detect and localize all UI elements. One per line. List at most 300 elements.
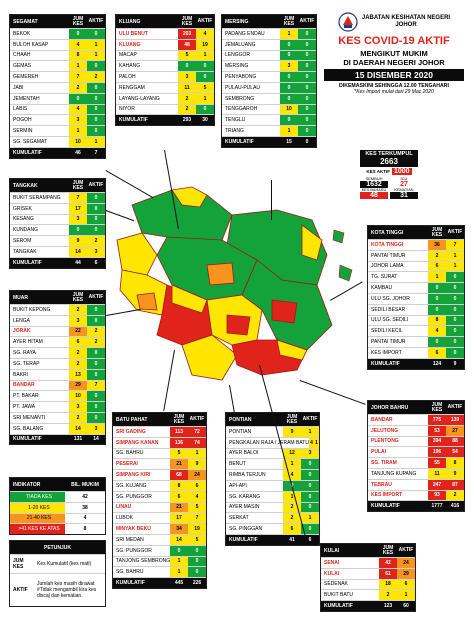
jum-kes-cell: 61: [379, 569, 397, 579]
table-row: [10, 336, 105, 347]
panel-kulai: [320, 543, 416, 612]
table-row: [10, 136, 105, 147]
jum-kes-cell: 93: [428, 491, 446, 501]
table-row: [222, 104, 316, 115]
total-aktif: 14: [87, 435, 105, 445]
jum-kes-cell: 9: [283, 427, 301, 437]
jum-kes-cell: 6: [428, 262, 446, 272]
mukim-name: MINYAK BEKU: [116, 526, 151, 533]
mukim-name: LAYANG-LAYANG: [119, 95, 160, 102]
table-row: [116, 82, 214, 93]
jum-kes-cell: 11: [428, 469, 446, 479]
mukim-name: SG. TERAP: [13, 360, 40, 367]
mukim-name: SG. BAHRU: [116, 569, 144, 576]
aktif-cell: 5: [196, 83, 214, 93]
table-row: [222, 82, 316, 93]
mukim-name: JABI: [13, 84, 24, 91]
total-aktif: 60: [397, 601, 415, 611]
jum-kes-cell: 775: [428, 415, 446, 425]
total-row: [368, 358, 464, 369]
aktif-cell: 2: [87, 236, 105, 246]
petunjuk-title: PETUNJUK: [44, 544, 71, 551]
mukim-name: JOHOR LAMA: [371, 263, 404, 270]
legend-title: INDIKATOR: [13, 481, 41, 488]
aktif-cell: 0: [87, 391, 105, 401]
jum-kes-cell: 42: [379, 558, 397, 568]
mukim-name: JEMENTAH: [13, 95, 40, 102]
district-name: PONTIAN: [229, 416, 252, 423]
aktif-cell: 0: [446, 326, 464, 336]
new-cases-label: KES BAHARU: [361, 188, 387, 192]
col-jum-kes: JUM KES: [286, 413, 298, 425]
jum-kes-cell: 0: [170, 546, 188, 556]
mukim-name: SRI GADING: [116, 428, 146, 435]
aktif-cell: 29: [397, 569, 415, 579]
total-aktif: 6: [301, 535, 319, 545]
jum-kes-cell: 14: [69, 424, 87, 434]
district-name: KULAI: [324, 547, 340, 554]
total-row: [10, 257, 105, 268]
jum-kes-cell: 394: [428, 437, 446, 447]
legend-row: [10, 502, 105, 513]
table-row: [226, 502, 319, 513]
mukim-name: KAMBAU: [371, 285, 393, 292]
map-region-kulai-town: [227, 315, 250, 335]
jum-kes-cell: 8: [428, 316, 446, 326]
aktif-cell: 0: [87, 105, 105, 115]
mukim-name: NIYOR: [119, 106, 135, 113]
table-row: [368, 250, 464, 261]
aktif-cell: 3: [301, 449, 319, 459]
mukim-name: AYER HITAM: [13, 339, 43, 346]
mukim-name: MACAP: [119, 52, 137, 59]
aktif-cell: 0: [301, 492, 319, 502]
total-row: [321, 600, 415, 611]
table-row: [368, 336, 464, 347]
jum-kes-cell: 8: [69, 51, 87, 61]
total-label: KUMULATIF: [119, 117, 148, 124]
mukim-name: KOTA TINGGI: [371, 241, 404, 248]
aktif-cell: 24: [397, 558, 415, 568]
mukim-name: SEROM: [13, 238, 32, 245]
updated-label: DIKEMASKINI SEHINGGA 12.00 TENGAHARI: [339, 83, 449, 89]
mukim-name: TANJONG SEMBRONG: [116, 558, 171, 565]
mukim-name: SG. PUNGGOR: [116, 547, 152, 554]
col-aktif: AKTIF: [189, 416, 205, 422]
mukim-name: BANDAR: [13, 382, 35, 389]
table-row: [113, 426, 206, 437]
table-row: [10, 93, 105, 104]
aktif-cell: 19: [188, 524, 206, 534]
district-name: MERSING: [225, 18, 249, 25]
table-row: [368, 325, 464, 336]
mukim-name: KES IMPORT: [371, 349, 402, 356]
aktif-cell: 0: [87, 204, 105, 214]
aktif-cell: 2: [87, 72, 105, 82]
table-row: [113, 491, 206, 502]
jum-kes-cell: 6: [69, 337, 87, 347]
aktif-cell: 0: [446, 283, 464, 293]
aktif-cell: 0: [446, 272, 464, 282]
jum-kes-cell: 2: [283, 513, 301, 523]
district-name: BATU PAHAT: [116, 416, 148, 423]
aktif-cell: 0: [87, 370, 105, 380]
district-name: KLUANG: [119, 18, 141, 25]
table-row: [368, 261, 464, 272]
mukim-name: PANTAI TIMUR: [371, 339, 406, 346]
jum-kes-cell: 4: [69, 40, 87, 50]
legend-col: BIL. MUKIM: [71, 481, 99, 488]
panel-header: [321, 544, 415, 557]
district-name: SEGAMAT: [13, 18, 38, 25]
aktif-cell: 0: [298, 83, 316, 93]
mukim-name: GEMEREH: [13, 74, 39, 81]
jum-kes-cell: 0: [280, 40, 298, 50]
leader-mersing: [271, 180, 272, 220]
cumulative-value: 2663: [360, 157, 418, 167]
mukim-name: JEMALUANG: [225, 41, 256, 48]
jum-kes-cell: 2: [379, 590, 397, 600]
total-row: [10, 147, 105, 158]
table-row: [10, 50, 105, 61]
map-region-kota-tinggi-town: [272, 300, 297, 323]
jum-kes-cell: 1: [69, 61, 87, 71]
aktif-cell: 1: [446, 251, 464, 261]
district-name: MUAR: [13, 294, 28, 301]
petunjuk-key: JUM KES: [13, 558, 24, 570]
col-jum-kes: JUM KES: [72, 179, 84, 191]
petunjuk-desc: Kes Kumulatif (kes mati): [37, 561, 92, 567]
col-aktif: AKTIF: [398, 547, 414, 553]
aktif-cell: 0: [87, 61, 105, 71]
total-aktif: 226: [188, 578, 206, 588]
aktif-cell: 1: [301, 427, 319, 437]
aktif-cell: 0: [87, 305, 105, 315]
mukim-name: SG. BAHRU: [116, 450, 144, 457]
table-row: [368, 239, 464, 250]
col-aktif: AKTIF: [447, 229, 463, 235]
aktif-cell: 87: [446, 480, 464, 490]
mukim-name: SRI MENANTI: [13, 414, 46, 421]
col-aktif: AKTIF: [447, 404, 463, 410]
mukim-name: SENAI: [324, 559, 340, 566]
table-row: [368, 436, 464, 447]
aktif-cell: 0: [87, 225, 105, 235]
aktif-cell: 0: [446, 305, 464, 315]
table-row: [10, 326, 105, 337]
aktif-cell: 0: [87, 126, 105, 136]
mukim-name: KES IMPORT: [371, 492, 403, 499]
mukim-name: SIMPANG KANAN: [116, 439, 159, 446]
mukim-name: SEMBRONG: [225, 95, 255, 102]
aktif-cell: 0: [298, 29, 316, 39]
petunjuk-row: [10, 554, 105, 573]
mukim-name: BUKIT KEPONG: [13, 306, 51, 313]
jum-kes-cell: 2: [69, 359, 87, 369]
table-row: [10, 71, 105, 82]
table-row: [10, 358, 105, 369]
mukim-name: PT. JAWA: [13, 404, 36, 411]
aktif-cell: 7: [446, 240, 464, 250]
mukim-name: POGOH: [13, 117, 32, 124]
panel-header: [10, 291, 105, 304]
aktif-cell: 0: [298, 126, 316, 136]
aktif-cell: 19: [196, 40, 214, 50]
aktif-cell: 0: [298, 61, 316, 71]
jum-kes-cell: 2: [69, 348, 87, 358]
aktif-cell: 0: [87, 359, 105, 369]
table-row: [226, 469, 319, 480]
mukim-name: SG. RAYA: [13, 350, 36, 357]
summary-box: [360, 150, 418, 202]
aktif-cell: 2: [446, 491, 464, 501]
col-aktif: AKTIF: [299, 18, 315, 24]
jum-kes-cell: 3: [69, 115, 87, 125]
jum-kes-cell: 0: [280, 51, 298, 61]
map-island-2: [339, 265, 352, 281]
jum-kes-cell: 0: [280, 72, 298, 82]
table-row: [116, 71, 214, 82]
legend-row: [10, 491, 105, 502]
legend-row: [10, 523, 105, 534]
aktif-cell: 0: [298, 115, 316, 125]
aktif-cell: 0: [301, 481, 319, 491]
panel-kluang: [115, 14, 215, 126]
aktif-cell: 0: [196, 72, 214, 82]
mukim-name: PLENTONG: [371, 438, 399, 445]
table-row: [222, 60, 316, 71]
map-region-kluang-town: [207, 263, 234, 285]
total-row: [113, 577, 206, 588]
jum-kes-cell: 3: [69, 402, 87, 412]
mukim-name: PANTAI TIMUR: [371, 252, 406, 259]
table-row: [116, 93, 214, 104]
aktif-cell: 9: [188, 459, 206, 469]
aktif-cell: 5: [188, 503, 206, 513]
mukim-name: SEDILI BESAR: [371, 306, 406, 313]
table-row: [10, 369, 105, 380]
aktif-cell: 74: [188, 438, 206, 448]
main-title: KES COVID-19 AKTIF: [338, 35, 450, 47]
col-jum-kes: JUM KES: [431, 226, 443, 238]
jum-kes-cell: 8: [170, 481, 188, 491]
table-row: [368, 271, 464, 282]
panel-header: [116, 15, 214, 28]
total-label: KUMULATIF: [324, 603, 353, 610]
aktif-cell: 0: [301, 503, 319, 513]
aktif-cell: 88: [446, 437, 464, 447]
table-row: [113, 556, 206, 567]
table-row: [113, 523, 206, 534]
table-row: [368, 414, 464, 425]
jum-kes-cell: 247: [428, 480, 446, 490]
aktif-cell: 27: [446, 426, 464, 436]
table-row: [10, 192, 105, 203]
mukim-name: SG. PINGGAN: [229, 526, 263, 533]
map-region-tangkak: [117, 233, 157, 275]
total-label: KUMULATIF: [229, 536, 258, 543]
jum-kes-cell: 0: [280, 94, 298, 104]
mukim-name: RENGGAM: [119, 84, 145, 91]
table-row: [226, 491, 319, 502]
aktif-cell: 0: [87, 83, 105, 93]
mukim-name: SRI MEDAN: [116, 536, 144, 543]
total-label: KUMULATIF: [371, 503, 400, 510]
jum-kes-cell: 68: [170, 470, 188, 480]
table-row: [113, 458, 206, 469]
mukim-name: RIMBA TERJUN: [229, 472, 266, 479]
johor-map: [112, 185, 362, 400]
table-row: [113, 512, 206, 523]
mukim-name: SERKAT: [229, 515, 249, 522]
panel-segamat: [9, 14, 106, 159]
jum-kes-cell: 113: [170, 427, 188, 437]
jum-kes-cell: 21: [170, 459, 188, 469]
subtitle-1: MENGIKUT MUKIM: [360, 49, 428, 58]
legend-swatch-label: 21-40 KES: [10, 514, 65, 524]
table-row: [113, 469, 206, 480]
mukim-name: KESANG: [13, 216, 34, 223]
jum-kes-cell: 0: [69, 29, 87, 39]
aktif-cell: 54: [446, 447, 464, 457]
aktif-cell: 2: [87, 327, 105, 337]
mukim-name: SG. KLUANG: [116, 482, 147, 489]
jum-kes-cell: 4: [310, 439, 313, 446]
table-row: [226, 426, 319, 437]
mukim-name: ULU BENUT: [119, 30, 148, 37]
aktif-cell: 0: [446, 337, 464, 347]
panel-pontian: [225, 412, 320, 546]
icu-label: ICU: [400, 176, 408, 181]
total-label: KUMULATIF: [225, 138, 254, 145]
jum-kes-cell: 48: [178, 40, 196, 50]
aktif-cell: 139: [446, 415, 464, 425]
total-row: [222, 136, 316, 147]
mukim-name: PALOH: [119, 74, 136, 81]
table-row: [368, 304, 464, 315]
col-jum-kes: JUM KES: [72, 291, 84, 303]
col-aktif: AKTIF: [88, 182, 104, 188]
total-row: [10, 434, 105, 445]
mukim-name: AYER BALOI: [229, 450, 259, 457]
aktif-cell: 0: [188, 567, 206, 577]
aktif-cell: 0: [298, 72, 316, 82]
state-name: JOHOR: [395, 22, 417, 28]
panel-johor-bahru: [367, 400, 465, 512]
jum-kes-cell: 3: [69, 316, 87, 326]
jum-kes-cell: 4: [69, 105, 87, 115]
panel-mersing: [221, 14, 317, 148]
panel-header: [10, 179, 105, 192]
col-aktif: AKTIF: [197, 18, 213, 24]
mukim-name: BANDAR: [371, 416, 393, 423]
jum-kes-cell: 2: [69, 305, 87, 315]
cumulative-label: KES TERKUMPUL: [360, 150, 418, 157]
table-row: [10, 224, 105, 235]
panel-kota-tinggi: [367, 225, 465, 370]
total-jum-kes: 46: [69, 148, 87, 158]
panel-header: [10, 15, 105, 28]
total-aktif: 6: [87, 258, 105, 268]
total-jum-kes: 124: [428, 359, 446, 369]
table-row: [222, 71, 316, 82]
jum-kes-cell: 6: [283, 524, 301, 534]
aktif-cell: 0: [188, 557, 206, 567]
jum-kes-cell: 4: [283, 470, 301, 480]
jum-kes-cell: 14: [170, 535, 188, 545]
table-row: [10, 114, 105, 125]
jum-kes-cell: 0: [280, 115, 298, 125]
agency-name: JABATAN KESIHATAN NEGERI: [361, 15, 451, 21]
total-label: KUMULATIF: [13, 149, 42, 156]
aktif-cell: 0: [87, 402, 105, 412]
aktif-cell: 6: [188, 481, 206, 491]
table-row: [226, 437, 319, 448]
table-row: [113, 480, 206, 491]
panel-header: [368, 401, 464, 414]
deaths-value: 31: [390, 192, 418, 199]
jum-kes-cell: 203: [178, 29, 196, 39]
col-aktif: AKTIF: [88, 294, 104, 300]
jum-kes-cell: 2: [178, 94, 196, 104]
mukim-name: SEDENAK: [324, 581, 348, 588]
table-row: [10, 203, 105, 214]
total-row: [116, 114, 214, 125]
jum-kes-cell: 3: [69, 215, 87, 225]
aktif-cell: 1: [87, 51, 105, 61]
mukim-name: TENGGAROH: [225, 106, 258, 113]
table-row: [368, 479, 464, 490]
mukim-name: SIMPANG KIRI: [116, 472, 151, 479]
petunjuk-key: AKTIF: [13, 587, 28, 593]
jum-kes-cell: 21: [170, 503, 188, 513]
aktif-cell: 3: [87, 247, 105, 257]
aktif-cell: 0: [196, 61, 214, 71]
table-row: [226, 480, 319, 491]
aktif-cell: 0: [87, 115, 105, 125]
jum-kes-cell: 2: [69, 83, 87, 93]
jum-kes-cell: 1: [428, 272, 446, 282]
col-jum-kes: JUM KES: [431, 401, 443, 413]
jum-kes-cell: 17: [170, 513, 188, 523]
jum-kes-cell: 136: [170, 438, 188, 448]
jum-kes-cell: 2: [283, 503, 301, 513]
total-jum-kes: 131: [69, 435, 87, 445]
jum-kes-cell: 18: [379, 580, 397, 590]
aktif-cell: 4: [196, 29, 214, 39]
mukim-name: SEDILI KECIL: [371, 328, 403, 335]
aktif-cell: 7: [87, 381, 105, 391]
icu-value: 27: [400, 181, 408, 188]
table-row: [113, 566, 206, 577]
jum-kes-cell: 3: [178, 72, 196, 82]
col-jum-kes: JUM KES: [283, 15, 295, 27]
legend-swatch-label: >41 KES KE ATAS: [10, 524, 65, 534]
aktif-cell: 0: [188, 546, 206, 556]
jum-kes-cell: 2: [69, 413, 87, 423]
aktif-cell: 0: [87, 193, 105, 203]
mukim-name: JORAK: [13, 328, 31, 335]
mukim-name: TG. SURAT: [371, 274, 398, 281]
mukim-name: PULAI: [371, 449, 386, 456]
aktif-cell: 1: [188, 449, 206, 459]
jum-kes-cell: 1: [283, 492, 301, 502]
table-row: [226, 448, 319, 459]
panel-header: [368, 226, 464, 239]
legend-row: [10, 513, 105, 524]
aktif-cell: 5: [188, 535, 206, 545]
date-label: 15 DISEMBER 2020: [324, 69, 464, 81]
